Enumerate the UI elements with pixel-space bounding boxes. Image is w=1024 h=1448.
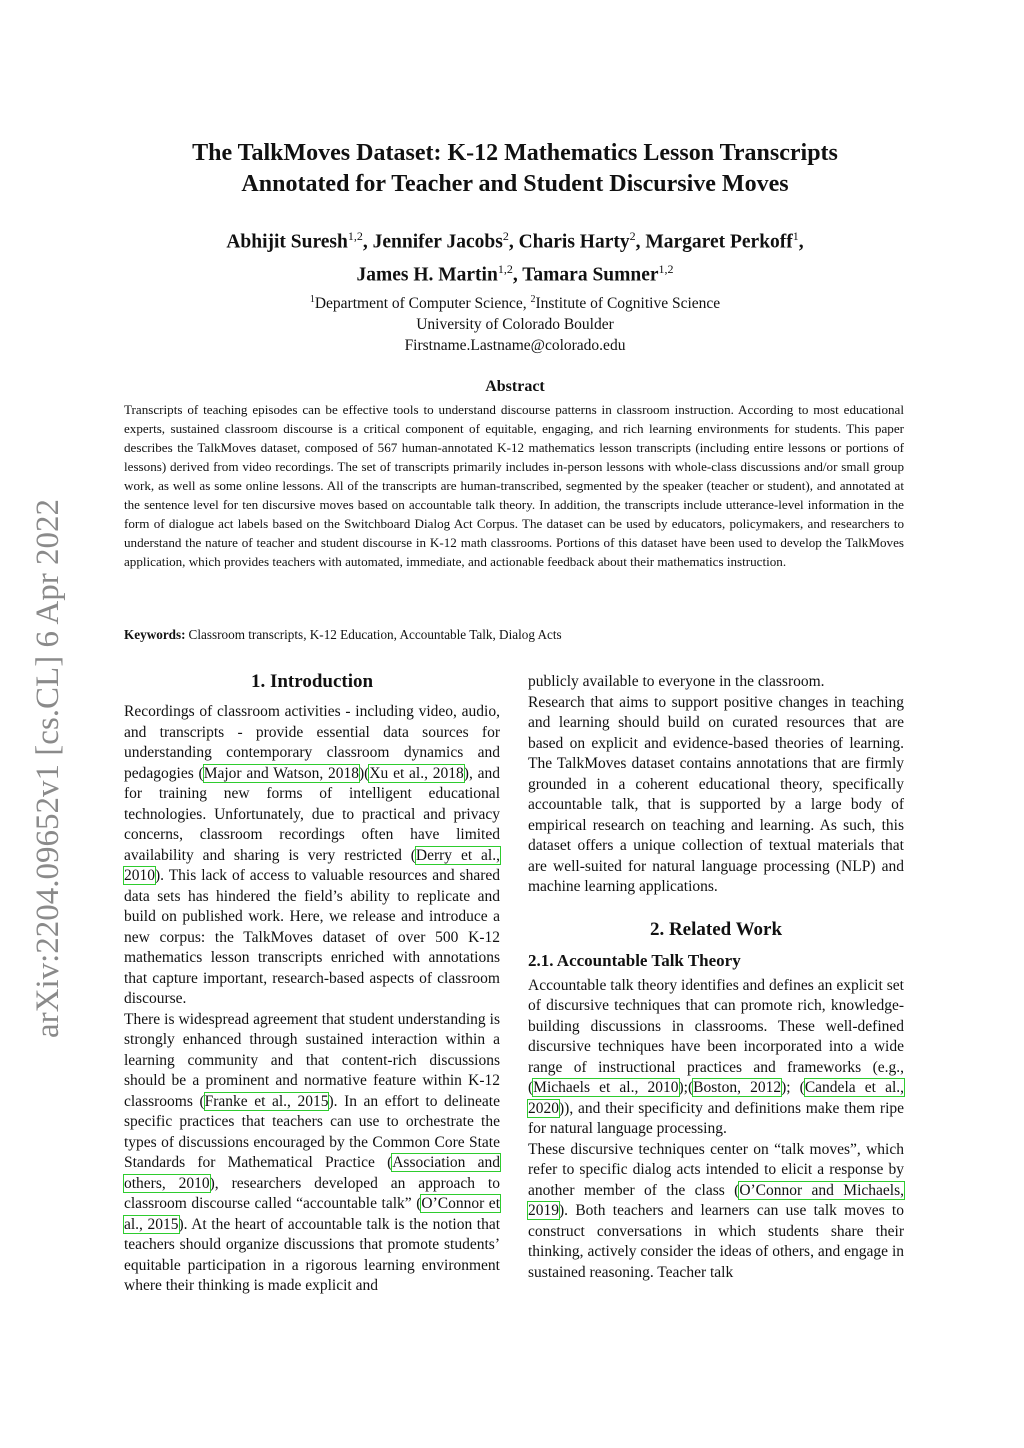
author-affil-mark: 1,2 bbox=[658, 261, 674, 276]
citation-link[interactable]: Xu et al., 2018 bbox=[369, 764, 464, 782]
citation-link[interactable]: Boston, 2012 bbox=[693, 1079, 782, 1096]
author-separator: , bbox=[798, 231, 804, 253]
author-name: , Jennifer Jacobs bbox=[362, 231, 503, 253]
text-run: Accountable talk theory identifies and defines an explicit set of discursive techniques that can promote rich, knowledge-building discussions in classrooms. These well-defined discursive techniques have been incorporated into a wide range of instructional practices and frameworks (e.g., ( bbox=[528, 976, 904, 1096]
author-name: James H. Martin bbox=[356, 264, 498, 285]
paper-title bbox=[100, 138, 930, 200]
citation-link[interactable]: Major and Watson, 2018 bbox=[203, 764, 360, 782]
text-run: ). This lack of access to valuable resources and shared data sets has hindered the field’s ability to replicate and build on published work. Here, we release and introduce a new corpus: the TalkMoves dataset of over 500 K-12 mathematics lesson transcripts enriched with annotations that capture important, research-based aspects of classroom discourse. bbox=[124, 867, 500, 1007]
citation-link[interactable]: Michaels et al., 2010 bbox=[533, 1079, 679, 1096]
arxiv-stamp-svg bbox=[8, 460, 78, 1040]
text-run: These discursive techniques center on “talk moves”, which refer to specific dialog acts intended to elicit a response by another member of the class ( bbox=[528, 1140, 904, 1199]
section-heading-related-work: 2. Related Work bbox=[649, 918, 783, 940]
abstract-text: Transcripts of teaching episodes can be effective tools to understand discourse patterns in classroom instruction. According to most educational experts, sustained classroom discourse is a critical component of equitable, engaging, and rich learning environments for students. This paper describes the TalkMoves dataset, composed of 567 human-annotated K-12 mathematics lesson transcripts (including entire lessons or portions of lessons) derived from video recordings. The set of transcripts primarily includes in-person lessons with whole-class discussions and/or small group work, as well as some online lessons. All of the transcripts are human-transcribed, segmented by the speaker (teacher or student), and annotated at the sentence level for ten discursive moves based on accountable talk theory. In addition, the transcripts include utterance-level information in the form of dialogue act labels based on the Switchboard Dialog Act Corpus. The dataset can be used by educators, policymakers, and researchers to understand the nature of teacher and student discourse in K-12 math classrooms. Portions of this dataset have been used to develop the TalkMoves application, which provides teachers with automated, immediate, and actionable feedback about their mathematics instruction. bbox=[124, 402, 904, 569]
text-run: )), and their specificity and definitions make them ripe for natural language processing. bbox=[528, 1099, 904, 1137]
citation-link[interactable]: Franke et al., 2015 bbox=[204, 1092, 329, 1110]
text-run: ), researchers developed an approach to classroom discourse called “accountable talk” ( bbox=[124, 1174, 500, 1212]
author-affil-mark: 2 bbox=[502, 229, 509, 243]
right-column bbox=[528, 672, 904, 1283]
arxiv-stamp bbox=[8, 460, 78, 1040]
text-run: ). Both teachers and learners can use talk moves to construct conversations in which students share their thinking, actively consider the ideas of others, and engage in sustained reasoning. Teacher talk bbox=[528, 1202, 904, 1281]
title-line-1: The TalkMoves Dataset: K-12 Mathematics Lesson Transcripts bbox=[192, 140, 838, 166]
affiliation-line bbox=[100, 289, 930, 314]
keywords bbox=[124, 626, 904, 644]
text-run: Recordings of classroom activities - including video, audio, and transcripts - provide essential data sources for understanding contemporary classroom dynamics and pedagogies ( bbox=[124, 703, 500, 782]
text-run: There is widespread agreement that student understanding is strongly enhanced through sustained interaction within a learning community and that content-rich discussions should be a prominent and normative feature within K-12 classrooms ( bbox=[124, 1010, 500, 1110]
affil-dept: Department of Computer Science, bbox=[314, 295, 531, 313]
author-affil-mark: 1 bbox=[792, 229, 799, 243]
text-run: ). In an effort to delineate specific practices that teachers can use to orchestrate the types of discussions encouraged by the Common Core State Standards for Mathematical Practice ( bbox=[124, 1092, 500, 1171]
author-line-2 bbox=[100, 256, 930, 289]
arxiv-stamp-text: arXiv:2204.09652v1 [cs.CL] 6 Apr 2022 bbox=[30, 499, 66, 1038]
intro-paragraph-3: Research that aims to support positive changes in teaching and learning should build on curated resources that are based on explicit and evidence-based theories of learning. The TalkMoves dataset contains annotations that are firmly grounded in a coherent educational theory, specifically accountable talk, that is supported by a large body of empirical research on teaching and learning. As such, this dataset offers a unique collection of textual materials that are well-suited for natural language processing (NLP) and machine learning applications. bbox=[528, 693, 904, 895]
left-column bbox=[124, 670, 500, 1297]
citation-link[interactable]: Association and others, 2010 bbox=[124, 1154, 500, 1192]
title-line-2: Annotated for Teacher and Student Discursive Moves bbox=[241, 171, 789, 197]
text-run: );( bbox=[678, 1079, 694, 1096]
author-name: , Tamara Sumner bbox=[512, 264, 659, 285]
text-run: ), and for training new forms of intelligent educational technologies. Unfortunately, due to practical and privacy concerns, classroom recordings often have limited availability and sharing is very restricted ( bbox=[124, 764, 500, 864]
author-line-1 bbox=[100, 223, 930, 256]
citation-link[interactable]: O’Connor et al., 2015 bbox=[124, 1195, 500, 1233]
intro-paragraph-continued: publicly available to everyone in the classroom. bbox=[528, 673, 825, 690]
text-run: ); ( bbox=[781, 1079, 805, 1096]
subsection-heading-accountable-talk: 2.1. Accountable Talk Theory bbox=[528, 950, 741, 970]
related-paragraph-2 bbox=[528, 1140, 904, 1284]
author-affil-mark: 1,2 bbox=[497, 261, 513, 276]
author-affil-mark: 1,2 bbox=[347, 229, 363, 243]
section-heading-introduction: 1. Introduction bbox=[250, 671, 374, 692]
university: University of Colorado Boulder bbox=[416, 316, 614, 334]
author-name: , Margaret Perkoff bbox=[635, 231, 793, 253]
affil-inst: Institute of Cognitive Science bbox=[535, 295, 721, 313]
affiliations bbox=[100, 289, 930, 356]
author-name: , Charis Harty bbox=[508, 231, 630, 253]
author-affil-mark: 2 bbox=[629, 229, 636, 243]
email: Firstname.Lastname@colorado.edu bbox=[404, 337, 626, 355]
citation-link[interactable]: Derry et al., 2010 bbox=[124, 846, 500, 884]
author-list bbox=[100, 223, 930, 288]
intro-paragraph-1 bbox=[124, 702, 500, 1010]
affil-mark: 1 bbox=[309, 294, 315, 305]
related-paragraph-1 bbox=[528, 976, 904, 1140]
citation-link[interactable]: Candela et al., 2020 bbox=[528, 1079, 904, 1117]
text-run: ). At the heart of accountable talk is the notion that teachers should organize discussions that promote students’ equitable participation in a rigorous learning environment where their thinking is made explicit and bbox=[124, 1215, 501, 1294]
affil-mark: 2 bbox=[530, 294, 536, 305]
abstract-heading: Abstract bbox=[485, 378, 545, 395]
author-name: Abhijit Suresh bbox=[226, 231, 348, 253]
keywords-label: Keywords: bbox=[124, 627, 186, 642]
intro-paragraph-2 bbox=[124, 1010, 500, 1297]
text-run: )( bbox=[359, 764, 370, 782]
keywords-text: Classroom transcripts, K-12 Education, Accountable Talk, Dialog Acts bbox=[188, 627, 562, 642]
citation-link[interactable]: O’Connor and Michaels, 2019 bbox=[528, 1181, 904, 1219]
